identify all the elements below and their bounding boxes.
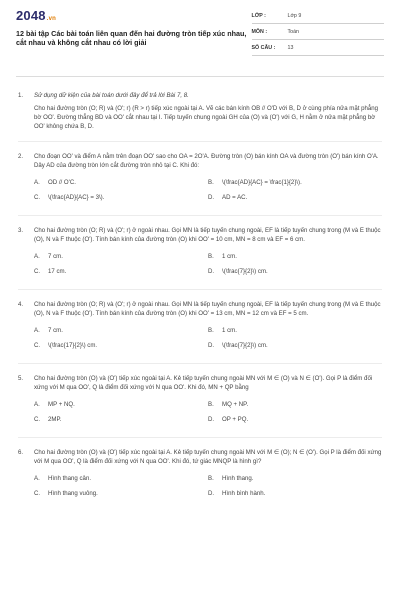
- question-item: [18, 437, 382, 501]
- question-list: [0, 77, 400, 501]
- question-text: Cho đoạn OO' và điểm A nằm trên đoạn OO' sao cho OA = 2O'A. Đường tròn (O) bán kính OA và đường tròn (O') bán kính O'A. Dây AD của đường tròn lớn cắt đường tròn nhỏ tại C. Khi đó:: [34, 153, 379, 169]
- answer-option[interactable]: [34, 178, 208, 187]
- question-text: Cho hai đường tròn (O) và (O') tiếp xúc ngoài tại A. Kẻ tiếp tuyến chung ngoài MN với M ∈ (O) và N ∈ (O'). Gọi P là điểm đối xứng với M qua OO', Q là điểm đối xứng với N qua OO'. Khi đó, MN + QP bằng: [34, 375, 373, 391]
- option-text: 2MP.: [48, 416, 62, 423]
- meta-row-subject: [252, 24, 384, 40]
- answer-option[interactable]: [34, 341, 208, 350]
- answer-option[interactable]: [34, 400, 208, 409]
- question-separator: [18, 289, 382, 290]
- option-text: \(\frac{7}{2}\) cm.: [222, 268, 268, 275]
- option-letter: A.: [34, 253, 40, 260]
- answer-option[interactable]: [208, 193, 382, 202]
- option-letter: A.: [34, 401, 40, 408]
- option-letter: B.: [208, 401, 214, 408]
- answer-option[interactable]: [208, 415, 382, 424]
- option-text: 1 cm.: [222, 327, 237, 334]
- question-text: Cho hai đường tròn (O; R) và (O'; r) ở ngoài nhau. Gọi MN là tiếp tuyến chung ngoài, EF là tiếp tuyến chung trong (M và E thuộc (O), N và F thuộc (O'). Tính bán kính của đường tròn (O) khi OO' = 10 cm, MN = 8 cm và EF = 6 cm.: [34, 227, 381, 243]
- answer-options: [34, 471, 382, 501]
- header-left: [16, 8, 252, 72]
- site-logo[interactable]: [16, 8, 252, 23]
- option-text: 7 cm.: [48, 327, 63, 334]
- logo-text: 2048: [16, 8, 46, 23]
- question-row: [18, 448, 382, 501]
- option-letter: D.: [208, 194, 215, 201]
- question-row: [18, 300, 382, 353]
- answer-option[interactable]: [34, 474, 208, 483]
- option-letter: A.: [34, 475, 40, 482]
- question-body: [34, 152, 382, 205]
- answer-option[interactable]: [208, 474, 382, 483]
- question-row: [18, 91, 382, 131]
- option-letter: C.: [34, 490, 41, 497]
- question-number: 6.: [18, 449, 24, 456]
- option-letter: B.: [208, 253, 214, 260]
- question-row: [18, 152, 382, 205]
- answer-option[interactable]: [34, 415, 208, 424]
- answer-option[interactable]: [208, 267, 382, 276]
- question-number: 4.: [18, 301, 24, 308]
- option-letter: B.: [208, 179, 214, 186]
- option-letter: D.: [208, 416, 215, 423]
- option-text: Hình thang vuông.: [48, 490, 98, 497]
- meta-key: LỚP :: [251, 12, 266, 19]
- option-text: MQ + NP.: [222, 401, 249, 408]
- question-intro: Sử dụng dữ kiện của bài toán dưới đây để trả lời Bài 7, 8.: [34, 92, 189, 99]
- question-row: [18, 374, 382, 427]
- option-text: \(\frac{7}{2}\) cm.: [222, 342, 268, 349]
- question-body: [34, 374, 382, 427]
- document-title: 12 bài tập Các bài toán liên quan đến hai đường tròn tiếp xúc nhau, cắt nhau và không cắt nhau có lời giải: [16, 29, 247, 47]
- option-text: \(\frac{17}{2}\) cm.: [48, 342, 98, 349]
- answer-options: [34, 397, 382, 427]
- option-text: Hình bình hành.: [222, 490, 266, 497]
- option-letter: C.: [34, 194, 41, 201]
- question-separator: [18, 215, 382, 216]
- option-letter: C.: [34, 416, 41, 423]
- meta-table: [252, 8, 384, 72]
- option-letter: D.: [208, 490, 215, 497]
- question-number: 2.: [18, 153, 24, 160]
- option-text: Hình thang.: [222, 475, 254, 482]
- answer-options: [34, 175, 382, 205]
- question-separator: [18, 363, 382, 364]
- option-text: \(\frac{AD}{AC} = \frac{1}{2}\).: [222, 179, 302, 186]
- option-letter: C.: [34, 342, 41, 349]
- answer-option[interactable]: [208, 326, 382, 335]
- answer-option[interactable]: [34, 267, 208, 276]
- question-body: [34, 226, 382, 279]
- answer-option[interactable]: [208, 178, 382, 187]
- answer-option[interactable]: [208, 489, 382, 498]
- answer-options: [34, 249, 382, 279]
- question-item: [18, 141, 382, 205]
- option-text: OD // O'C.: [48, 179, 76, 186]
- question-item: [18, 289, 382, 353]
- question-number: 1.: [18, 92, 24, 99]
- question-separator: [18, 437, 382, 438]
- question-item: [18, 363, 382, 427]
- answer-option[interactable]: [208, 341, 382, 350]
- question-separator: [18, 141, 382, 142]
- question-item: [18, 215, 382, 279]
- answer-option[interactable]: [34, 489, 208, 498]
- answer-option[interactable]: [34, 193, 208, 202]
- meta-row-count: [252, 40, 384, 56]
- answer-option[interactable]: [34, 252, 208, 261]
- option-text: 1 cm.: [222, 253, 237, 260]
- option-text: 17 cm.: [48, 268, 67, 275]
- answer-option[interactable]: [208, 252, 382, 261]
- meta-value: Toán: [287, 28, 300, 35]
- meta-value: 13: [287, 44, 294, 51]
- option-letter: D.: [208, 268, 215, 275]
- answer-option[interactable]: [34, 326, 208, 335]
- option-text: Hình thang cân.: [48, 475, 92, 482]
- question-text: Cho hai đường tròn (O) và (O') tiếp xúc ngoài tại A. Kẻ tiếp tuyến chung ngoài MN với M ∈ (O); N ∈ (O'). Gọi P là điểm đối xứng với M qua OO', Q là điểm đối xứng với N qua OO'. Khi đó, tứ giác MNQP là hình gì?: [34, 449, 382, 465]
- answer-options: [34, 323, 382, 353]
- meta-row-class: [252, 8, 384, 24]
- option-text: \(\frac{AD}{AC} = 3\).: [48, 194, 105, 201]
- answer-option[interactable]: [208, 400, 382, 409]
- option-letter: C.: [34, 268, 41, 275]
- header: [0, 0, 400, 72]
- option-letter: D.: [208, 342, 215, 349]
- question-body: [34, 91, 382, 131]
- option-letter: A.: [34, 327, 40, 334]
- question-row: [18, 226, 382, 279]
- meta-value: Lớp 9: [287, 12, 302, 19]
- option-letter: A.: [34, 179, 40, 186]
- question-text: Cho hai đường tròn (O; R) và (O'; r) (R > r) tiếp xúc ngoài tại A. Vẽ các bán kính OB // O'D với B, D ở cùng phía nửa mặt phẳng bờ OO'. Đường thẳng BD và OO' cắt nhau tại I. Tiếp tuyến chung ngoài GH của (O) và (O') với G, H nằm ở nửa mặt phẳng bờ OO' không chứa B, D.: [34, 105, 379, 130]
- question-body: [34, 448, 382, 501]
- option-letter: B.: [208, 475, 214, 482]
- question-number: 3.: [18, 227, 24, 234]
- option-letter: B.: [208, 327, 214, 334]
- question-number: 5.: [18, 375, 24, 382]
- question-body: [34, 300, 382, 353]
- question-text: Cho hai đường tròn (O; R) và (O'; r) ở ngoài nhau. Gọi MN là tiếp tuyến chung ngoài, EF là tiếp tuyến chung trong (M và E thuộc (O), N và F thuộc (O'). Tính bán kính của đường tròn (O) khi OO' = 13 cm, MN = 12 cm và EF = 5 cm.: [34, 301, 381, 317]
- option-text: MP + NQ.: [48, 401, 75, 408]
- question-item: [18, 91, 382, 131]
- option-text: AD = AC.: [222, 194, 248, 201]
- meta-key: SỐ CÂU :: [251, 44, 276, 51]
- option-text: 7 cm.: [48, 253, 63, 260]
- logo-suffix: .vn: [46, 16, 57, 22]
- meta-key: MÔN :: [251, 28, 268, 35]
- option-text: OP + PQ.: [222, 416, 249, 423]
